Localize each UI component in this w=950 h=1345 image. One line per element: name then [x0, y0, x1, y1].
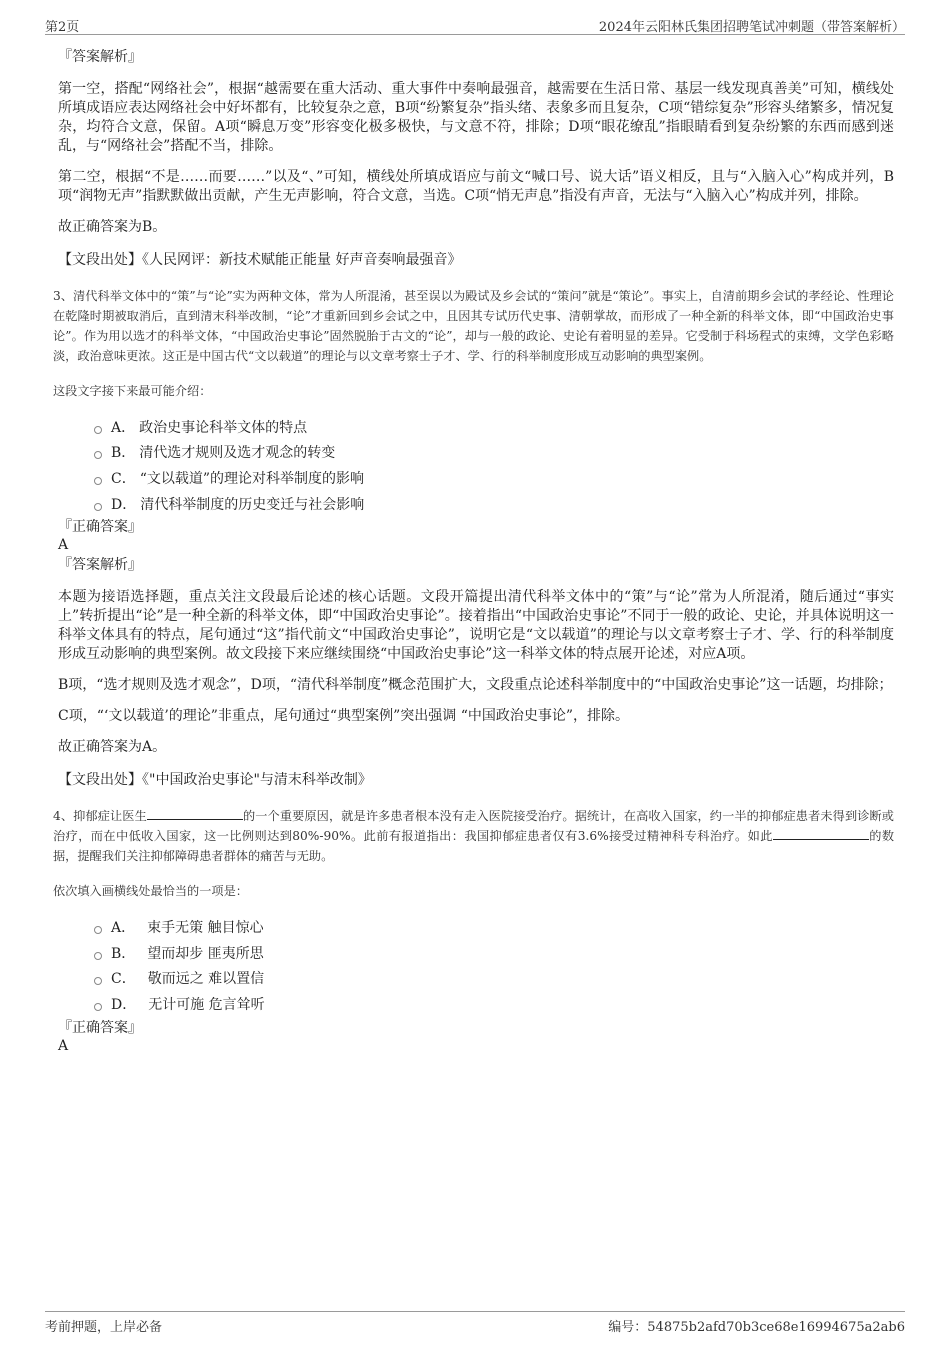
radio-button[interactable] [94, 1003, 102, 1011]
document-title: 2024年云阳林氏集团招聘笔试冲刺题（带答案解析） [598, 20, 905, 35]
fill-blank-1 [147, 807, 243, 820]
q3-analysis-para-1: 本题为接语选择题，重点关注文段最后论述的核心话题。文段开篇提出清代科举文体中的“策”与“论”常为人所混淆，随后通过“事实上”转折提出“论”是一种全新的科举文体，即“中国政治史事论”。接着指出“中国政治史事论”不同于一般的政论、史论，并具体说明这一科举文体具有的特点，尾句通过“这”指代前文“中国政治史事论”，说明它是“文以载道”的理论与以文章考察士子才、学、行的科举制度形成互动影响的典型案例。故文段接下来应继续围绕“中国政治史事论”这一科举文体的特点展开论述，对应A项。 [58, 589, 894, 663]
radio-button[interactable] [94, 426, 102, 434]
document-id: 编号：54875b2afd70b3ce68e16994675a2ab6 [608, 1320, 905, 1335]
q3-analysis-label: 『答案解析』 [58, 557, 142, 574]
q3-source: 【文段出处】《"中国政治史事论"与清末科举改制》 [58, 772, 372, 789]
q3-option-d[interactable]: D． 清代科举制度的历史变迁与社会影响 [94, 491, 894, 517]
q4-options [94, 914, 894, 1016]
q2-source: 【文段出处】《人民网评：新技术赋能正能量 好声音奏响最强音》 [58, 252, 462, 268]
q4-answer: A [58, 1037, 69, 1054]
q3-option-b[interactable]: B． 清代选才规则及选才观念的转变 [94, 440, 894, 466]
page-footer [45, 1311, 905, 1334]
radio-button[interactable] [94, 926, 102, 934]
q2-analysis-para-1: 第一空，搭配“网络社会”，根据“越需要在重大活动、重大事件中奏响最强音，越需要在生活日常、基层一线发现真善美”可知，横线处所填成语应表达网络社会中好坏都有，比较复杂之意，B项“纷繁复杂”指头绪、表象多而且复杂，C项“错综复杂”形容头绪繁多，情况复杂，均符合文意，保留。A项“瞬息万变”形容变化极多极快，与文意不符，排除；D项“眼花缭乱”指眼睛看到复杂纷繁的东西而感到迷乱，与“网络社会”搭配不当，排除。 [58, 81, 894, 154]
q4-question-text: 4、抑郁症让医生 的一个重要原因，就是许多患者根本没有走入医院接受治疗。据统计，在高收入国家，约一半的抑郁症患者未得到诊断或治疗，而在中低收入国家，这一比例则达到80%-90%。此前有报道指出：我国抑郁症患者仅有3.6%接受过精神科专科治疗。如此 的数据，提醒我们关注抑郁障碍患者群体的痛苦与无助。 [53, 809, 895, 864]
q3-options [94, 414, 894, 516]
radio-button[interactable] [94, 451, 102, 459]
page-header [45, 14, 905, 35]
q3-conclusion: 故正确答案为A。 [58, 739, 167, 756]
q3-answer: A [58, 537, 69, 554]
radio-button[interactable] [94, 477, 102, 485]
q4-option-a[interactable]: A． 束手无策 触目惊心 [94, 914, 894, 940]
footer-slogan: 考前押题，上岸必备 [45, 1320, 163, 1335]
q3-analysis-para-2: B项，“选才规则及选才观念”，D项，“清代科举制度”概念范围扩大，文段重点论述科举制度中的“中国政治史事论”这一话题，均排除； [58, 677, 893, 694]
q4-option-d[interactable]: D． 无计可施 危言耸听 [94, 991, 894, 1017]
q4-option-b[interactable]: B． 望而却步 匪夷所思 [94, 940, 894, 966]
q3-answer-label: 『正确答案』 [58, 519, 142, 536]
q3-prompt: 这段文字接下来最可能介绍： [53, 384, 212, 398]
q2-analysis-label: 『答案解析』 [58, 49, 142, 65]
q4-prompt: 依次填入画横线处最恰当的一项是： [53, 884, 248, 899]
q3-analysis-para-3: C项，“‘文以载道’的理论”非重点，尾句通过“典型案例”突出强调 “中国政治史事论”，排除。 [58, 708, 630, 725]
radio-button[interactable] [94, 503, 102, 511]
fill-blank-2 [773, 827, 869, 840]
radio-button[interactable] [94, 952, 102, 960]
q2-analysis-para-2: 第二空，根据“不是……而要……”以及“、”可知，横线处所填成语应与前文“喊口号、说大话”语义相反，且与“入脑入心”构成并列，B项“润物无声”指默默做出贡献，产生无声影响，符合文意，当选。C项“悄无声息”指没有声音，无法与“入脑入心”构成并列，排除。 [58, 169, 894, 204]
q3-question-text: 3、清代科举文体中的“策”与“论”实为两种文体，常为人所混淆，甚至误以为殿试及乡会试的“策问”就是“策论”。事实上，自清前期乡会试的孝经论、性理论在乾隆时期被取消后，直到清末科举改制，“论”才重新回到乡会试之中，且因其专试历代史事、清朝掌故，而形成了一种全新的科举文体，即“中国政治史事论”。作为用以选才的科举文体，“中国政治史事论”固然脱胎于古文的“论”，却与一般的政论、史论有着明显的差异。它受制于科场程式的束缚，文学色彩略淡，政治意味更浓。这正是中国古代“文以载道”的理论与以文章考察士子才、学、行的科举制度形成互动影响的典型案例。 [53, 289, 894, 363]
q4-answer-label: 『正确答案』 [58, 1019, 142, 1036]
q3-option-a[interactable]: A． 政治史事论科举文体的特点 [94, 414, 894, 440]
q3-option-c[interactable]: C． “文以载道”的理论对科举制度的影响 [94, 465, 894, 491]
radio-button[interactable] [94, 977, 102, 985]
q2-conclusion: 故正确答案为B。 [58, 219, 167, 235]
page-number: 第2页 [45, 20, 80, 35]
q4-option-c[interactable]: C． 敬而远之 难以置信 [94, 966, 894, 992]
page-content [53, 44, 895, 1055]
